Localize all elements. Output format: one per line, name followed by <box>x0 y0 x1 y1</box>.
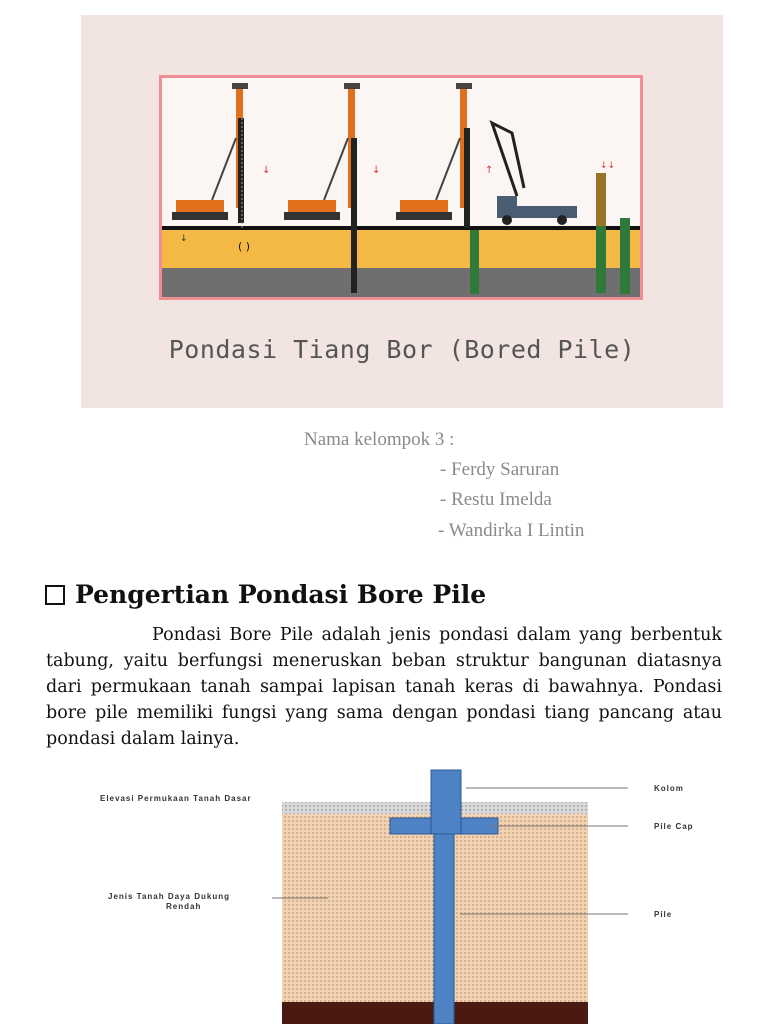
pile-cap-label: Pile Cap <box>654 822 694 831</box>
drilling-rigs-graphic <box>162 78 640 297</box>
ground-elevation-label: Elevasi Permukaan Tanah Dasar <box>100 794 252 803</box>
column <box>431 770 461 834</box>
pile-shaft <box>434 834 454 1024</box>
member-name-1: - Ferdy Saruran <box>440 459 560 480</box>
concrete-truck <box>492 123 577 225</box>
svg-text:↓: ↓ <box>180 234 188 244</box>
cover-illustration <box>81 15 723 408</box>
cover-title: Pondasi Tiang Bor (Bored Pile) <box>168 335 636 364</box>
soil-type-label-line-1: Jenis Tanah Daya Dukung <box>108 892 230 901</box>
svg-text:↓: ↓ <box>262 165 271 176</box>
soil-layer-top <box>162 230 640 268</box>
svg-text:( ): ( ) <box>238 240 251 253</box>
svg-text:↑: ↑ <box>485 165 494 176</box>
svg-text:↓↓: ↓↓ <box>600 161 616 171</box>
svg-text:↓: ↓ <box>372 165 381 176</box>
group-label: Nama kelompok 3 : <box>304 429 455 450</box>
section-heading <box>45 580 486 609</box>
member-name-3: - Wandirka I Lintin <box>438 520 585 541</box>
soil-layer-bottom <box>162 268 640 297</box>
checkbox-bullet-icon <box>45 585 65 605</box>
member-name-2: - Restu Imelda <box>440 489 552 510</box>
section-paragraph: Pondasi Bore Pile adalah jenis pondasi dalam yang berbentuk tabung, yaitu berfungsi meneruskan beban struktur bangunan diatasnya dari permukaan tanah sampai lapisan tanah keras di bawahnya. Pondasi bore pile memiliki fungsi yang sama dengan pondasi tiang pancang atau pondasi dalam lainya. <box>46 625 722 749</box>
bore-pile-diagram <box>88 760 728 1024</box>
section-heading-text: Pengertian Pondasi Bore Pile <box>75 580 487 609</box>
ground-line <box>162 226 640 230</box>
column-label: Kolom <box>654 784 684 793</box>
soil-type-label-line-2: Rendah <box>166 902 202 911</box>
pile-label: Pile <box>654 910 673 919</box>
bored-pile-process-illustration <box>159 75 643 300</box>
